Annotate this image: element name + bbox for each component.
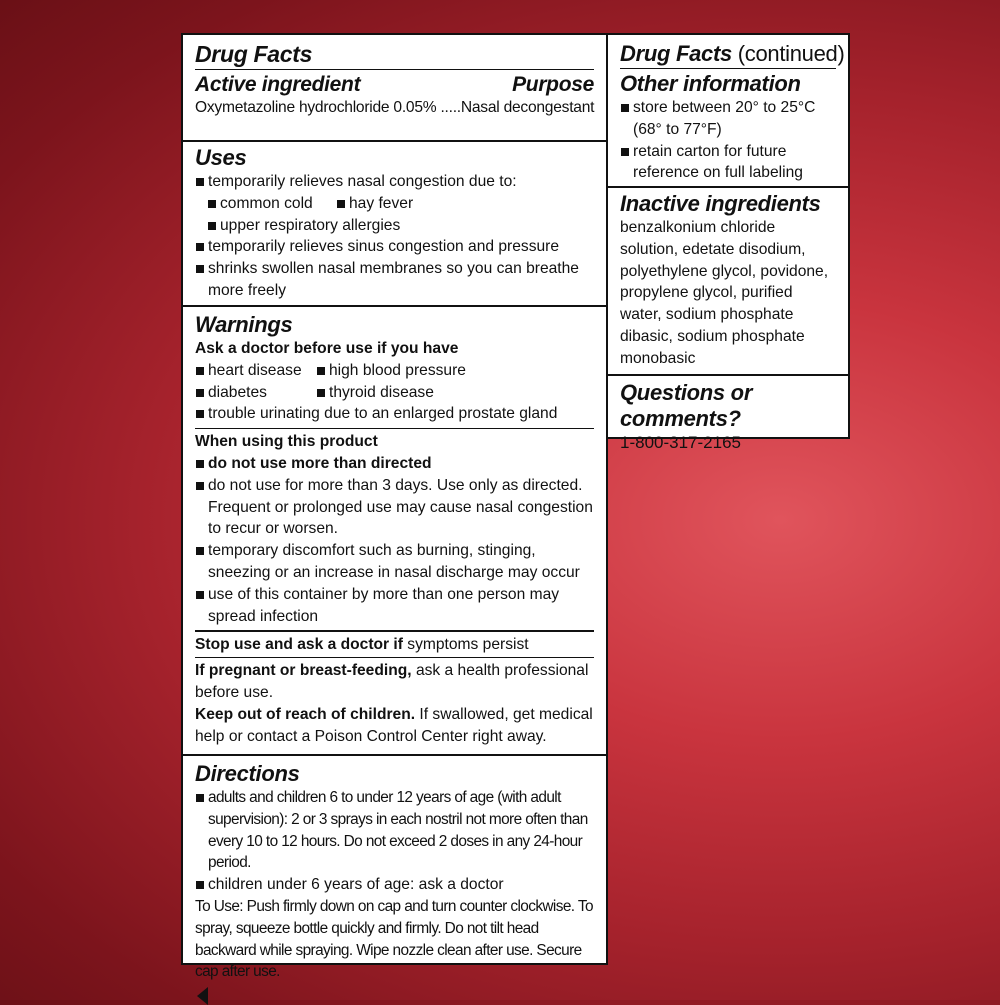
- pregnant-bold: If pregnant or breast-feeding,: [195, 662, 412, 680]
- condition-item: high blood pressure: [316, 360, 466, 382]
- keep-out-text: If swallowed, get medical help or contact a Poison Control Center right away.: [195, 705, 593, 745]
- divider: [195, 657, 594, 658]
- other-information-heading: Other information: [620, 71, 801, 96]
- inactive-ingredients-heading: Inactive ingredients: [620, 191, 821, 216]
- continued-title: [620, 41, 845, 67]
- warnings-heading: Warnings: [195, 312, 293, 337]
- uses-item: shrinks swollen nasal membranes so you can breathe more freely: [195, 258, 594, 302]
- continued-title-suffix: (continued): [731, 41, 845, 66]
- active-ingredient-header: [195, 72, 594, 97]
- to-use-text: To Use: Push firmly down on cap and turn counter clockwise. To spray, squeeze bottle quickly and firmly. Do not tilt head backward while spraying. Wipe nozzle clean after use. Secure cap after use.: [195, 897, 593, 981]
- keep-out-line: [195, 704, 594, 748]
- uses-item: temporarily relieves sinus congestion and pressure: [195, 236, 594, 258]
- condition-item: trouble urinating due to an enlarged prostate gland: [195, 403, 594, 425]
- divider: [195, 630, 594, 632]
- drug-facts-continued-panel: [606, 33, 850, 452]
- pregnant-line: [195, 660, 594, 704]
- other-information-section: [608, 41, 848, 184]
- pregnant-text: ask a health professional before use.: [195, 662, 589, 701]
- panel-title: Drug Facts: [195, 41, 313, 67]
- when-using-item: do not use for more than 3 days. Use only as directed. Frequent or prolonged use may cause nasal congestion to recur or worsen.: [195, 475, 594, 540]
- continued-title-bold: Drug Facts: [620, 41, 732, 66]
- keep-out-bold: Keep out of reach of children.: [195, 705, 416, 723]
- other-information-item: retain carton for future reference on full labeling: [620, 141, 836, 185]
- inactive-ingredients-text: benzalkonium chloride solution, edetate disodium, polyethylene glycol, povidone, propylene glycol, purified water, sodium phosphate dibasic, sodium phosphate monobasic: [620, 219, 829, 367]
- uses-subitem: upper respiratory allergies: [207, 215, 594, 237]
- directions-heading: Directions: [195, 761, 300, 786]
- conditions-row: [195, 360, 594, 382]
- inactive-ingredients-section: [608, 186, 848, 370]
- warnings-section: [183, 305, 606, 747]
- stop-use-text: symptoms persist: [402, 636, 529, 654]
- directions-item: children under 6 years of age: ask a doctor: [195, 874, 594, 896]
- divider: [195, 428, 594, 429]
- questions-heading: Questions or comments?: [620, 380, 753, 431]
- when-using-item: use of this container by more than one person may spread infection: [195, 584, 594, 628]
- arrow-left-icon: [197, 987, 208, 1005]
- uses-subrow: [195, 193, 594, 215]
- drug-facts-panel: [181, 33, 608, 981]
- other-information-item: store between 20° to 25°C (68° to 77°F): [620, 97, 836, 141]
- active-ingredient-line: Oxymetazoline hydrochloride 0.05% .....Nasal decongestant: [195, 99, 595, 116]
- condition-item: diabetes: [195, 382, 316, 404]
- when-using-item: do not use more than directed: [195, 453, 594, 475]
- directions-item: adults and children 6 to under 12 years of age (with adult supervision): 2 or 3 sprays in each nostril not more often than every 10 to 12 hours. Do not exceed 2 doses in any 24-hour period.: [195, 787, 594, 874]
- purpose-heading: Purpose: [512, 73, 594, 96]
- condition-item: heart disease: [195, 360, 316, 382]
- when-using-heading: When using this product: [195, 433, 378, 451]
- when-using-item: temporary discomfort such as burning, stinging, sneezing or an increase in nasal discharge may occur: [195, 540, 594, 584]
- uses-subitem: common cold: [207, 193, 336, 215]
- ask-doctor-heading: Ask a doctor before use if you have: [195, 340, 459, 357]
- directions-section: [183, 754, 606, 1005]
- phone-number: 1-800-317-2165: [620, 433, 741, 452]
- uses-heading: Uses: [195, 145, 247, 170]
- divider: [620, 68, 836, 69]
- divider: [195, 69, 594, 70]
- active-ingredient-section: [183, 41, 606, 119]
- uses-subitem: hay fever: [336, 193, 413, 215]
- uses-section: [183, 140, 606, 302]
- condition-item: thyroid disease: [316, 382, 434, 404]
- active-ingredient-heading: Active ingredient: [195, 73, 361, 96]
- questions-section: [608, 374, 848, 454]
- stop-use-line: [195, 634, 594, 656]
- stop-use-bold: Stop use and ask a doctor if: [195, 636, 403, 654]
- conditions-row: [195, 382, 594, 404]
- uses-item: temporarily relieves nasal congestion due to:: [195, 171, 594, 193]
